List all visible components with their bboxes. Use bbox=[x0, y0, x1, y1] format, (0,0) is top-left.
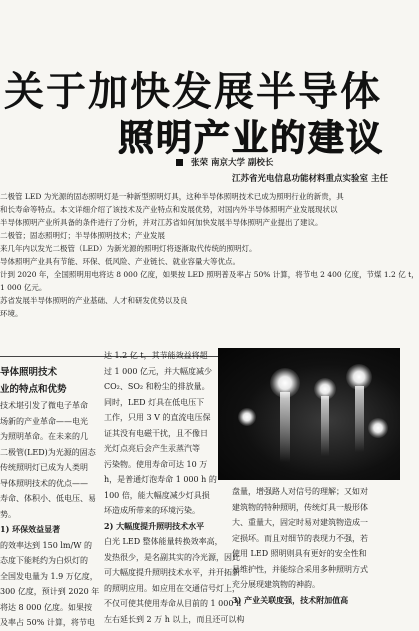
abstract-line: 计到 2020 年，全国照明用电将达 8 000 亿度，如果按 LED 照明普及率占 50% 计算，将节电 2 400 亿度，节煤 1.2 亿 t， bbox=[0, 270, 419, 279]
body-line: 传统照明灯已成为人类明 bbox=[0, 463, 88, 472]
body-column-3 bbox=[232, 484, 400, 608]
body-line: 不仅可使其使用寿命从目前的 1 000 h bbox=[104, 599, 242, 608]
body-line: 同时，LED 灯具在低电压下 bbox=[104, 397, 205, 407]
abstract-line: 1 000 亿元。 bbox=[0, 283, 47, 292]
led-lighting-photo bbox=[218, 348, 400, 480]
body-line: 使用 LED 照明则具有更好的安全性和 bbox=[232, 549, 367, 558]
body-line: 导体照明技术的优点—— bbox=[0, 478, 88, 488]
body-line: 100 倍，能大幅度减少灯具损 bbox=[104, 490, 210, 500]
body-line: 势。 bbox=[0, 509, 16, 519]
body-line: 发热很少，是名副其实的冷光源，因此 bbox=[104, 552, 240, 562]
subsection-heading: 3) 产业关联度强，技术附加值高 bbox=[232, 594, 349, 605]
body-line: 污染物。使用寿命可达 10 万 bbox=[104, 459, 208, 469]
body-line: 300 亿度，预计到 2020 年 bbox=[0, 587, 100, 596]
body-line: 将达 8 000 亿度。如果按 bbox=[0, 602, 92, 612]
body-column-1 bbox=[0, 364, 100, 631]
body-line: 建筑物的特种照明，传统灯具一般形体 bbox=[232, 502, 368, 512]
author-line: 张荣 南京大学 副校长 bbox=[176, 156, 273, 168]
abstract-block bbox=[0, 190, 419, 320]
body-column-2 bbox=[104, 348, 245, 627]
body-line: 工作，只用 3 V 的直流电压保 bbox=[104, 413, 211, 422]
body-line: 坏造成所带来的环境污染。 bbox=[104, 506, 200, 515]
abstract-line: 来几年内以发光二极管（LED）为新光源的照明灯将逐渐取代传统的照明灯。 bbox=[0, 244, 257, 253]
subsection-heading: 2) 大幅度提升照明技术水平 bbox=[104, 520, 205, 531]
body-line: 定损坏。而且对细节的表现力不强，若 bbox=[232, 533, 368, 543]
article-title-line2: 照明产业的建议 bbox=[118, 117, 385, 159]
body-line: 二极管(LED)为光源的固态 bbox=[0, 447, 96, 457]
section-heading: 导体照明技术 bbox=[0, 367, 58, 378]
body-line: 过 1 000 亿元，并大幅度减少 bbox=[104, 366, 212, 376]
abstract-line: 苏省发展半导体照明的产业基础、人才和研发优势以及良 bbox=[0, 296, 188, 305]
article-title-line1: 关于加快发展半导体 bbox=[4, 68, 382, 115]
body-line: 的照明应用。如应用在交通信号灯上， bbox=[104, 583, 240, 593]
abstract-line: 二极管 LED 为光源的固态照明灯是一种新型照明灯具，这种半导体照明技术已成为照明行业的新贵，具 bbox=[0, 192, 344, 201]
body-line: 技术堪引发了微电子革命 bbox=[0, 401, 88, 410]
body-line: 态度下能耗约为白炽灯的 bbox=[0, 556, 88, 565]
body-line: 达 1.2 亿 t，其节能效益将超 bbox=[104, 351, 208, 360]
body-line: 易维护性，并能综合采用多种照明方式 bbox=[232, 564, 368, 574]
abstract-line: 环境。 bbox=[0, 309, 23, 318]
abstract-line: 半导体照明产业所具备的条件进行了分析，并对江苏省如何加快发展半导体照明产业提出了建议。 bbox=[0, 218, 323, 227]
keywords-line: 二极管；固态照明灯；半导体照明技术；产业发展 bbox=[0, 231, 165, 240]
affiliation-line: 江苏省光电信息功能材料重点实验室 主任 bbox=[232, 174, 388, 184]
body-line: 充分展现建筑物的神韵。 bbox=[232, 580, 320, 589]
body-line: 大、重量大，固定时易对建筑物造成一 bbox=[232, 518, 368, 527]
body-line: h，是普通灯泡寿命 1 000 h 的 bbox=[104, 475, 217, 484]
body-line: 证其没有电磁干扰，且不像日 bbox=[104, 428, 208, 438]
body-line: 光灯点亮后会产生汞蒸汽等 bbox=[104, 444, 200, 453]
body-line: 可大幅度提升照明技术水平，并开拓新 bbox=[104, 568, 240, 577]
abstract-line: 导体照明产业具有节能、环保、低风险、产业链长、就业容量大等优点。 bbox=[0, 257, 240, 266]
body-line: CO₂、SO₂ 和粉尘的排放量。 bbox=[104, 382, 210, 391]
body-line: 为照明革命。在未来的几 bbox=[0, 432, 88, 441]
body-line: 全国发电量为 1.9 万亿度， bbox=[0, 571, 98, 581]
bullet-square-icon bbox=[176, 159, 183, 166]
body-line: 左右延长到 2 万 h 以上，而且还可以构 bbox=[104, 614, 245, 624]
body-line: 白光 LED 整体能量转换效率高， bbox=[104, 537, 223, 546]
subsection-heading: 1) 环保效益显著 bbox=[0, 524, 61, 534]
body-line: 场新的产业革命——电光 bbox=[0, 416, 88, 426]
body-line: 盘量，增强路人对信号的理解；又如对 bbox=[232, 487, 368, 496]
abstract-line: 和长寿命等特点。本文详细介绍了该技术及产业特点和发展优势，对国内外半导体照明产业发展现状以 bbox=[0, 205, 338, 214]
body-line: 寿命、体积小、低电压、易 bbox=[0, 494, 96, 503]
section-heading: 业的特点和优势 bbox=[0, 384, 67, 395]
body-line: 及率占 50% 计算，将节电 bbox=[0, 618, 95, 627]
body-line: 的效率达到 150 lm/W 的 bbox=[0, 540, 92, 550]
